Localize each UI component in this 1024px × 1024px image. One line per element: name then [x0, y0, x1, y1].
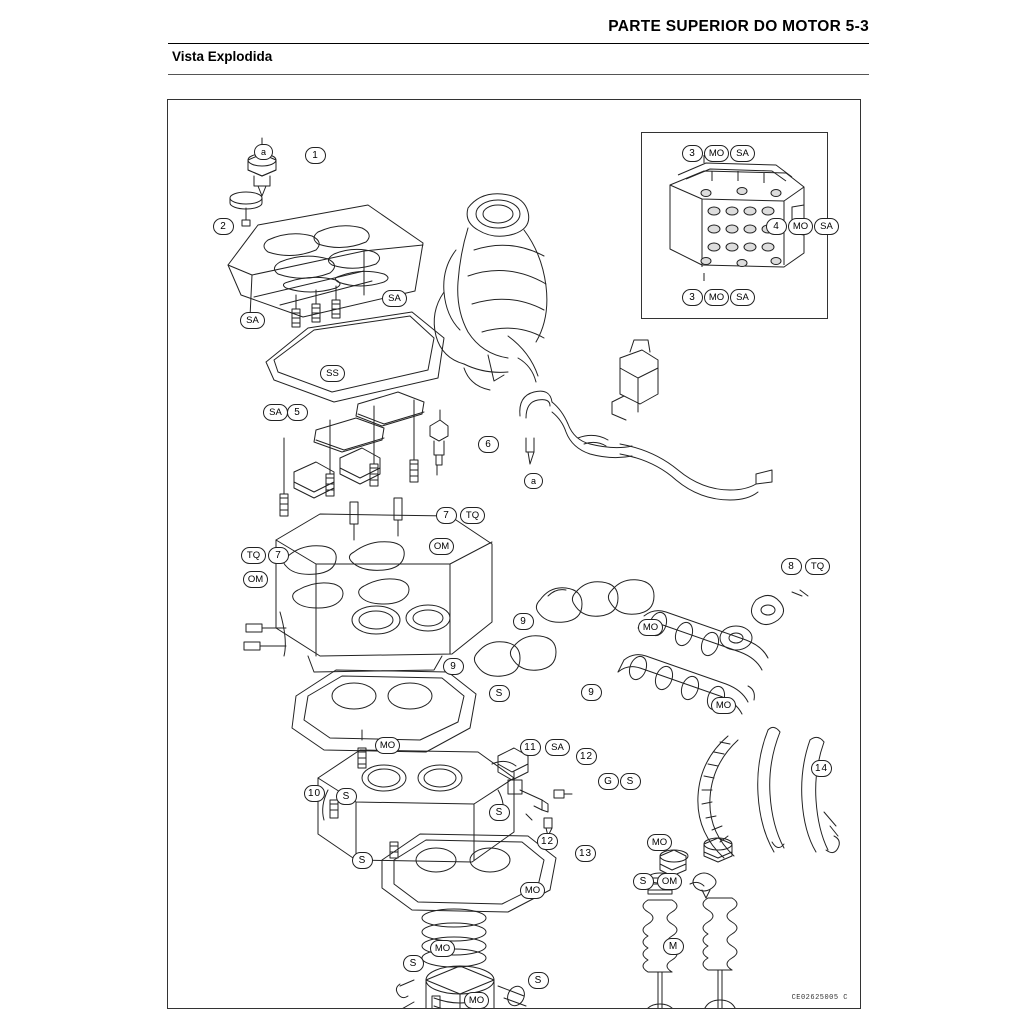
- figure-code: CE02625005 C: [791, 994, 848, 1002]
- exploded-view-figure: [167, 99, 861, 1009]
- figure-callout-mo: MO: [464, 992, 489, 1009]
- figure-callout-8: 8: [781, 558, 802, 575]
- figure-callout-tq: TQ: [460, 507, 485, 524]
- figure-callout-14: 14: [811, 760, 832, 777]
- figure-callout-sa: SA: [240, 312, 265, 329]
- inset-callout-sa: SA: [730, 289, 755, 306]
- figure-callout-mo: MO: [711, 697, 736, 714]
- inset-callout-4: 4: [766, 218, 787, 235]
- header-divider: [168, 43, 869, 44]
- figure-callout-om: OM: [243, 571, 268, 588]
- figure-callout-mo: MO: [647, 834, 672, 851]
- figure-callout-ss: SS: [320, 365, 345, 382]
- figure-callout-s: S: [528, 972, 549, 989]
- figure-callout-9: 9: [581, 684, 602, 701]
- figure-callout-9: 9: [443, 658, 464, 675]
- page-header-title: PARTE SUPERIOR DO MOTOR 5-3: [608, 18, 869, 35]
- inset-callout-sa: SA: [730, 145, 755, 162]
- figure-callout-2: 2: [213, 218, 234, 235]
- figure-callout-s: S: [403, 955, 424, 972]
- section-divider: [168, 74, 869, 75]
- figure-callout-sa: SA: [545, 739, 570, 756]
- figure-callout-s: S: [620, 773, 641, 790]
- figure-callout-s: S: [489, 804, 510, 821]
- figure-callout-tq: TQ: [805, 558, 830, 575]
- figure-callout-sa: SA: [382, 290, 407, 307]
- figure-callout-tq: TQ: [241, 547, 266, 564]
- figure-callout-sa: SA: [263, 404, 288, 421]
- figure-callout-g: G: [598, 773, 619, 790]
- inset-callout-mo: MO: [704, 289, 729, 306]
- figure-callout-om: OM: [429, 538, 454, 555]
- figure-callout-mo: MO: [638, 619, 663, 636]
- figure-callout-9: 9: [513, 613, 534, 630]
- figure-callout-11: 11: [520, 739, 541, 756]
- inset-callout-3: 3: [682, 289, 703, 306]
- figure-callout-7: 7: [436, 507, 457, 524]
- inset-callout-sa: SA: [814, 218, 839, 235]
- figure-callout-13: 13: [575, 845, 596, 862]
- figure-callout-1: 1: [305, 147, 326, 164]
- inset-callout-mo: MO: [788, 218, 813, 235]
- figure-callout-12: 12: [537, 833, 558, 850]
- figure-callout-12: 12: [576, 748, 597, 765]
- figure-callout-mo: MO: [375, 737, 400, 754]
- figure-callout-m: M: [663, 938, 684, 955]
- figure-callout-s: S: [336, 788, 357, 805]
- figure-callout-s: S: [489, 685, 510, 702]
- figure-callout-7: 7: [268, 547, 289, 564]
- figure-callout-s: S: [633, 873, 654, 890]
- figure-callout-mo: MO: [520, 882, 545, 899]
- figure-callout-5: 5: [287, 404, 308, 421]
- figure-callout-a: a: [524, 473, 543, 489]
- figure-callout-om: OM: [657, 873, 682, 890]
- inset-callout-3: 3: [682, 145, 703, 162]
- figure-callout-mo: MO: [430, 940, 455, 957]
- figure-callout-a: a: [254, 144, 273, 160]
- inset-callout-mo: MO: [704, 145, 729, 162]
- section-title: Vista Explodida: [172, 49, 273, 64]
- figure-callout-6: 6: [478, 436, 499, 453]
- figure-callout-s: S: [352, 852, 373, 869]
- figure-callout-10: 10: [304, 785, 325, 802]
